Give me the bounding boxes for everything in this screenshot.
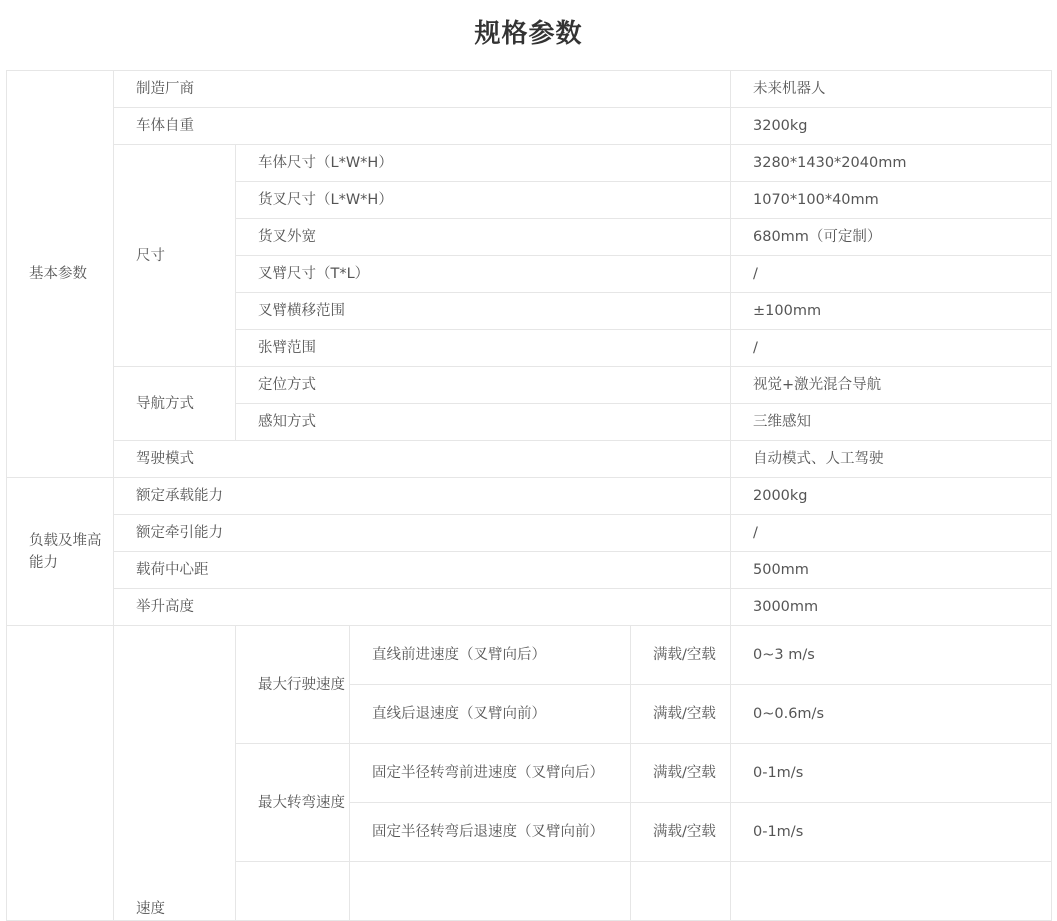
param-value: 500mm (731, 552, 1052, 589)
table-row (7, 108, 1052, 145)
param-label: 定位方式 (236, 367, 731, 404)
table-row (7, 145, 1052, 182)
param-value: 0~3 m/s (731, 626, 1052, 685)
table-row (7, 626, 1052, 685)
param-label: 载荷中心距 (114, 552, 731, 589)
param-label: 驾驶模式 (114, 441, 731, 478)
spec-table (6, 70, 1052, 921)
group-label-basic: 基本参数 (7, 71, 114, 478)
param-value: / (731, 330, 1052, 367)
param-label: 额定承载能力 (114, 478, 731, 515)
table-row (7, 515, 1052, 552)
param-condition: 满载/空载 (631, 744, 731, 803)
param-value: 1070*100*40mm (731, 182, 1052, 219)
param-label: 感知方式 (236, 404, 731, 441)
param-label: 货叉尺寸（L*W*H） (236, 182, 731, 219)
group-label-load: 负载及堆高能力 (7, 478, 114, 626)
param-label: 张臂范围 (236, 330, 731, 367)
subgroup-label-max-travel: 最大行驶速度 (236, 626, 350, 744)
param-label: 车体自重 (114, 108, 731, 145)
param-label: 举升高度 (114, 589, 731, 626)
table-row (7, 71, 1052, 108)
param-condition: 满载/空载 (631, 685, 731, 744)
param-value: 3000mm (731, 589, 1052, 626)
page-title: 规格参数 (474, 19, 583, 49)
param-value: / (731, 515, 1052, 552)
param-label: 叉臂横移范围 (236, 293, 731, 330)
param-value: 3200kg (731, 108, 1052, 145)
param-value: 视觉+激光混合导航 (731, 367, 1052, 404)
subgroup-label-size: 尺寸 (114, 145, 236, 367)
table-row (7, 441, 1052, 478)
param-label: 叉臂尺寸（T*L） (236, 256, 731, 293)
group-label-speed: 速度 (114, 626, 236, 921)
param-value: 未来机器人 (731, 71, 1052, 108)
param-value: ±100mm (731, 293, 1052, 330)
param-label: 制造厂商 (114, 71, 731, 108)
param-label: 车体尺寸（L*W*H） (236, 145, 731, 182)
param-condition (631, 862, 731, 921)
param-value: 三维感知 (731, 404, 1052, 441)
param-condition: 满载/空载 (631, 626, 731, 685)
param-value: 自动模式、人工驾驶 (731, 441, 1052, 478)
param-value: / (731, 256, 1052, 293)
table-row (7, 367, 1052, 404)
param-value (731, 862, 1052, 921)
param-value: 0-1m/s (731, 744, 1052, 803)
param-value: 3280*1430*2040mm (731, 145, 1052, 182)
table-row (7, 478, 1052, 515)
param-value: 0~0.6m/s (731, 685, 1052, 744)
subgroup-label-max-turn: 最大转弯速度 (236, 744, 350, 862)
param-value: 0-1m/s (731, 803, 1052, 862)
param-condition: 满载/空载 (631, 803, 731, 862)
param-label (350, 862, 631, 921)
param-label: 直线后退速度（叉臂向前） (350, 685, 631, 744)
param-value: 2000kg (731, 478, 1052, 515)
param-label: 额定牵引能力 (114, 515, 731, 552)
param-label: 直线前进速度（叉臂向后） (350, 626, 631, 685)
table-row (7, 552, 1052, 589)
group-label-speed-outer (7, 626, 114, 921)
param-value: 680mm（可定制） (731, 219, 1052, 256)
param-label: 货叉外宽 (236, 219, 731, 256)
subgroup-label-navigation: 导航方式 (114, 367, 236, 441)
subgroup-label-next (236, 862, 350, 921)
param-label: 固定半径转弯前进速度（叉臂向后） (350, 744, 631, 803)
param-label: 固定半径转弯后退速度（叉臂向前） (350, 803, 631, 862)
table-row (7, 589, 1052, 626)
